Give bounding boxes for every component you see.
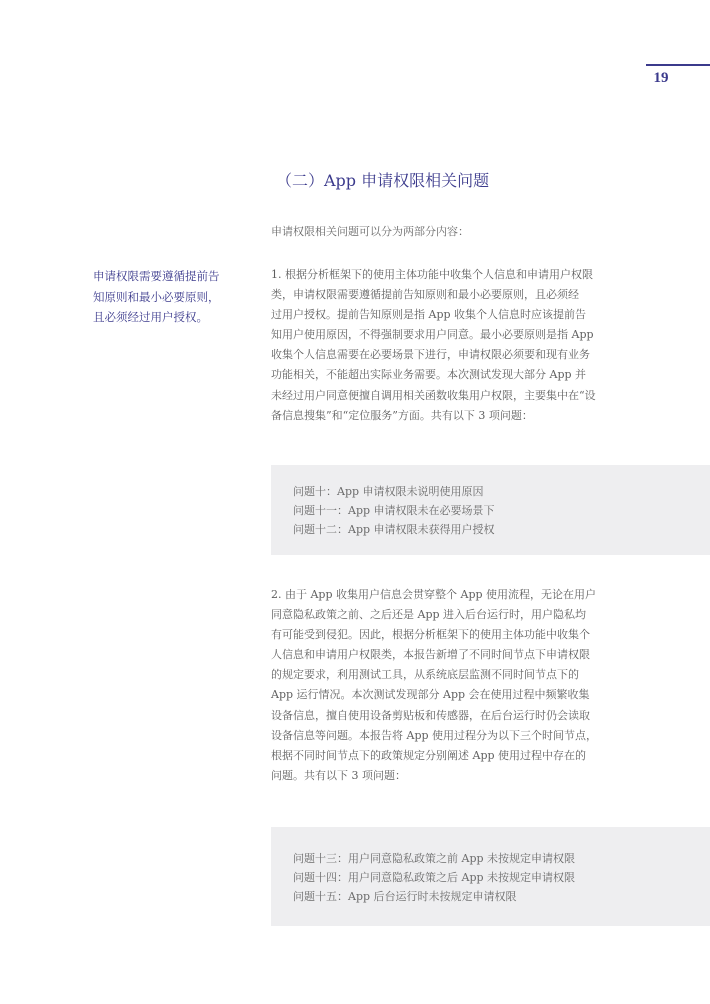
page-number: 19: [653, 70, 669, 86]
paragraph-line: 根据不同时间节点下的政策规定分别阐述 App 使用过程中存在的: [271, 748, 587, 762]
sidenote-line: 且必须经过用户授权。: [93, 310, 208, 324]
paragraph-line: 人信息和申请用户权限类，本报告新增了不同时间节点下申请权限: [271, 648, 590, 662]
issue-item: 问题十五：App 后台运行时未按规定申请权限: [293, 890, 517, 903]
issue-item: 问题十一：App 申请权限未在必要场景下: [293, 504, 495, 517]
sidenote-line: 知原则和最小必要原则，: [93, 289, 220, 304]
sidenote: [93, 266, 243, 328]
issue-item: 问题十：App 申请权限未说明使用原因: [293, 485, 484, 498]
paragraph-line: 过用户授权。提前告知原则是指 App 收集个人信息时应该提前告: [271, 308, 587, 322]
issue-item: 问题十四：用户同意隐私政策之后 App 未按规定申请权限: [293, 871, 576, 884]
paragraph-line: 未经过用户同意便擅自调用相关函数收集用户权限，主要集中在“设: [271, 388, 596, 402]
paragraph-line: 设备信息，擅自使用设备剪贴板和传感器，在后台运行时仍会读取: [271, 708, 590, 722]
issue-item: 问题十三：用户同意隐私政策之前 App 未按规定申请权限: [293, 852, 576, 865]
paragraph-line: 问题。共有以下 3 项问题：: [271, 768, 406, 782]
paragraph-2: [271, 585, 621, 786]
paragraph-line: 同意隐私政策之前、之后还是 App 进入后台运行时，用户隐私均: [271, 608, 587, 622]
paragraph-line: 备信息搜集”和“定位服务”方面。共有以下 3 项问题：: [271, 408, 533, 422]
paragraph-line: 功能相关，不能超出实际业务需要。本次测试发现大部分 App 并: [271, 368, 587, 382]
paragraph-line: 有可能受到侵犯。因此，根据分析框架下的使用主体功能中收集个: [271, 628, 590, 642]
paragraph-line: 设备信息等问题。本报告将 App 使用过程分为以下三个时间节点，: [271, 728, 598, 742]
paragraph-1: [271, 265, 621, 426]
section-title: （二）App 申请权限相关问题: [276, 171, 490, 190]
paragraph-line: 收集个人信息需要在必要场景下进行，申请权限必须要和现有业务: [271, 348, 590, 362]
paragraph-line: App 运行情况。本次测试发现部分 App 会在使用过程中频繁收集: [271, 688, 590, 702]
page-number-rule: [646, 64, 710, 66]
paragraph-line: 知用户使用原因，不得强制要求用户同意。最小必要原则是指 App: [271, 328, 594, 342]
issues-callout-2: [271, 827, 710, 926]
issues-list: [293, 482, 495, 539]
paragraph-line: 1. 根据分析框架下的使用主体功能中收集个人信息和申请用户权限: [271, 268, 593, 281]
paragraph-line: 的规定要求，利用测试工具，从系统底层监测不同时间节点下的: [271, 668, 579, 682]
issues-callout-1: [271, 465, 710, 555]
intro-text: 申请权限相关问题可以分为两部分内容：: [271, 225, 469, 238]
issue-item: 问题十二：App 申请权限未获得用户授权: [293, 523, 495, 536]
sidenote-line: 申请权限需要遵循提前告: [93, 269, 220, 283]
issues-list: [293, 849, 575, 906]
paragraph-line: 类，申请权限需要遵循提前告知原则和最小必要原则，且必须经: [271, 288, 579, 302]
paragraph-line: 2. 由于 App 收集用户信息会贯穿整个 App 使用流程，无论在用户: [271, 588, 597, 601]
